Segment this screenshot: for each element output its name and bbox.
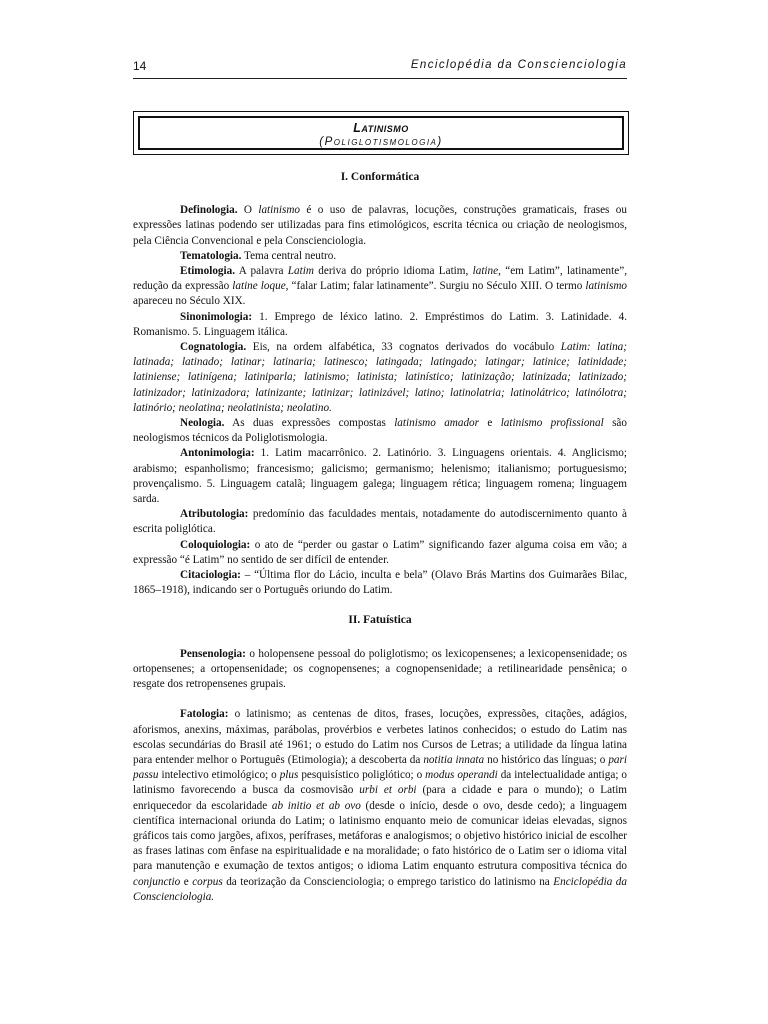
paragraph-term: Atributologia: <box>180 508 249 521</box>
paragraph-text: Eis, na ordem alfabética, 33 cognatos derivados do vocábulo <box>246 341 561 354</box>
paragraph-term: Etimologia. <box>180 265 236 278</box>
paragraph-text: (desde o início, desde o ovo, desde cedo); a linguagem científica internacional oriunda do Latim; o latinismo enquanto meio de comunicar ideias elevadas, signos gráficos tais como jargões, afixos, perífrases, metáforas e analogismos; o objetivo histórico inicial de escolher as frases latinas com ênfase na espiritualidade e na moralidade; o fato histórico de o Latim ser o idioma vital para manutenção e exumação de textos antigos; o idioma Latim enquanto estrutura compositiva técnica do <box>133 799 627 873</box>
paragraph-tematologia <box>133 249 627 264</box>
paragraph-text: da teorização da Conscienciologia; o emprego taristico do latinismo na <box>222 875 554 888</box>
paragraph-text: predomínio das faculdades mentais, notadamente do autodiscernimento quanto à escrita poliglótica. <box>133 508 627 536</box>
italic-term: latine, <box>472 265 501 278</box>
italic-term: conjunctio <box>133 875 181 888</box>
paragraph-term: Neologia. <box>180 417 225 430</box>
paragraph-term: Tematologia. <box>180 249 242 262</box>
paragraph-text: deriva do próprio idioma Latim, <box>313 265 473 278</box>
paragraph-text: é o uso de palavras, locuções, construções gramaticais, frases ou expressões latinas podendo ser utilizadas para fins etimológicos, escrita técnica ou criação de neologismos, pela Ciência Convencional e pela Conscienciologia. <box>133 204 627 247</box>
paragraph-text: são neologismos técnicos da Poliglotismologia. <box>133 417 627 445</box>
paragraph-coloquiologia <box>133 538 627 568</box>
paragraph-fatologia <box>133 707 627 905</box>
italic-term: ab initio et ab ovo <box>271 799 361 812</box>
italic-term: corpus <box>192 875 223 888</box>
paragraph-term: Citaciologia: <box>180 569 241 582</box>
paragraph-pensenologia <box>133 647 627 693</box>
paragraph-definologia <box>133 203 627 249</box>
paragraph-text: o latinismo; as centenas de ditos, frases, locuções, expressões, citações, adágios, aforismos, anexins, máximas, parábolas, provérbios e verbetes latinos conhecidos; o estudo do Latim nas escolas secundárias do Brasil até 1961; o estudo do Latim nos Cursos de Letras; a utilidade da língua latina para entender melhor o Português (Etimologia); a descoberta da <box>133 708 627 766</box>
paragraph-text: As duas expressões compostas <box>224 417 395 430</box>
paragraph-citaciologia <box>133 568 627 598</box>
italic-term: latinismo amador <box>394 417 480 430</box>
book-title: Enciclopédia da Conscienciologia <box>410 59 627 71</box>
entry-title: Latinismo <box>353 121 409 135</box>
paragraph-term: Sinonimologia: <box>180 310 253 323</box>
italic-term: urbi et orbi <box>359 784 417 797</box>
paragraph-text: intelectivo etimológico; o <box>158 769 280 782</box>
paragraph-term: Coloquiologia: <box>180 538 251 551</box>
paragraph-text: e <box>479 417 501 430</box>
entry-title-box <box>133 111 629 155</box>
italic-term: latinismo profissional <box>500 417 604 430</box>
paragraph-text: o holopensene pessoal do poliglotismo; os lexicopensenes; a lexicopensenidade; os ortopensenes; a ortopensenidade; os cognopensenes; a cognopensenidade; a retilinearidade pensênica; o resgate dos retropensenes grupais. <box>133 647 627 691</box>
entry-subtitle: (Poliglotismologia) <box>319 136 443 148</box>
paragraph-text: A palavra <box>235 265 288 278</box>
italic-term: latine loque, <box>232 280 289 293</box>
paragraph-term: Antonimologia: <box>180 447 255 460</box>
section-heading: I. Conformática <box>340 171 420 183</box>
paragraph-term: Definologia. <box>180 204 238 217</box>
italic-term: Latim: latina; latinada; latinado; latinar; latinaria; latinesco; latingada; latingado; latingar; latinice; latinidade; latiniense; latinígena; latiniparla; latinismo; latinista; latinístico; latinização; latinizada; latinizado; latinizador; latinizadora; latinizante; latinizar; latinizável; latino; latinolatria; latinolátrico; latinólotra; latinório; neolatina; neolatinista; neolatino. <box>133 341 627 414</box>
page-number: 14 <box>133 59 147 73</box>
paragraph-atributologia <box>133 507 627 537</box>
section-heading: II. Fatuística <box>348 614 412 627</box>
paragraph-term: Cognatologia. <box>180 341 247 354</box>
paragraph-text: O <box>237 204 259 217</box>
italic-term: Latim <box>287 265 314 278</box>
italic-term: latinismo <box>258 204 301 217</box>
paragraph-text: da intelectualidade antiga; o latinismo favorecendo a busca da cosmovisão <box>133 769 627 797</box>
paragraph-text: 1. Emprego de léxico latino. 2. Empréstimos do Latim. 3. Latinidade. 4. Romanismo. 5. Linguagem itálica. <box>133 310 627 338</box>
italic-term: modus operandi <box>425 769 498 782</box>
italic-term: pari passu <box>133 753 627 782</box>
italic-term: Enciclopédia da Conscienciologia. <box>133 875 627 903</box>
entry-title-frame <box>138 116 624 150</box>
paragraph-text: “em Latim”, latinamente”, redução da expressão <box>133 265 627 293</box>
paragraph-neologia <box>133 416 627 446</box>
italic-term: plus <box>279 769 299 782</box>
paragraph-term: Fatologia: <box>180 708 229 721</box>
entry-body <box>133 170 627 905</box>
paragraph-text: no histórico das línguas; o <box>484 753 609 766</box>
paragraph-antonimologia <box>133 446 627 507</box>
paragraph-etimologia <box>133 264 627 310</box>
paragraph-text: Tema central neutro. <box>241 249 337 262</box>
italic-term: latinismo <box>585 280 628 293</box>
paragraph-text: e <box>180 875 193 888</box>
running-header <box>133 56 627 79</box>
paragraph-sinonimologia <box>133 310 627 340</box>
paragraph-text: o ato de “perder ou gastar o Latim” significando fazer alguma coisa em vão; a expressão “é Latim” no sentido de ser difícil de entender. <box>133 538 627 566</box>
paragraph-text: 1. Latim macarrônico. 2. Latinório. 3. Linguagens orientais. 4. Anglicismo; arabismo; espanholismo; francesismo; galicismo; germanismo; helenismo; italianismo; portuguesismo; provençalismo. 5. Linguagem catalã; linguagem galega; linguagem rética; linguagem romena; linguagem sarda. <box>133 447 627 506</box>
paragraph-text: pesquisístico poliglótico; o <box>298 769 426 782</box>
paragraph-cognatologia <box>133 340 627 416</box>
paragraph-text: apareceu no Século XIX. <box>133 295 246 308</box>
italic-term: notitia innata <box>423 753 485 766</box>
paragraph-text: “falar Latim; falar latinamente”. Surgiu no Século XIII. O termo <box>288 280 586 293</box>
paragraph-text: (para a cidade e para o mundo); o Latim enriquecedor da escolaridade <box>133 784 628 812</box>
paragraph-term: Pensenologia: <box>180 647 246 660</box>
paragraph-text: – “Última flor do Lácio, inculta e bela” (Olavo Brás Martins dos Guimarães Bilac, 1865–1918), indicando ser o Português oriundo do Latim. <box>133 569 627 597</box>
